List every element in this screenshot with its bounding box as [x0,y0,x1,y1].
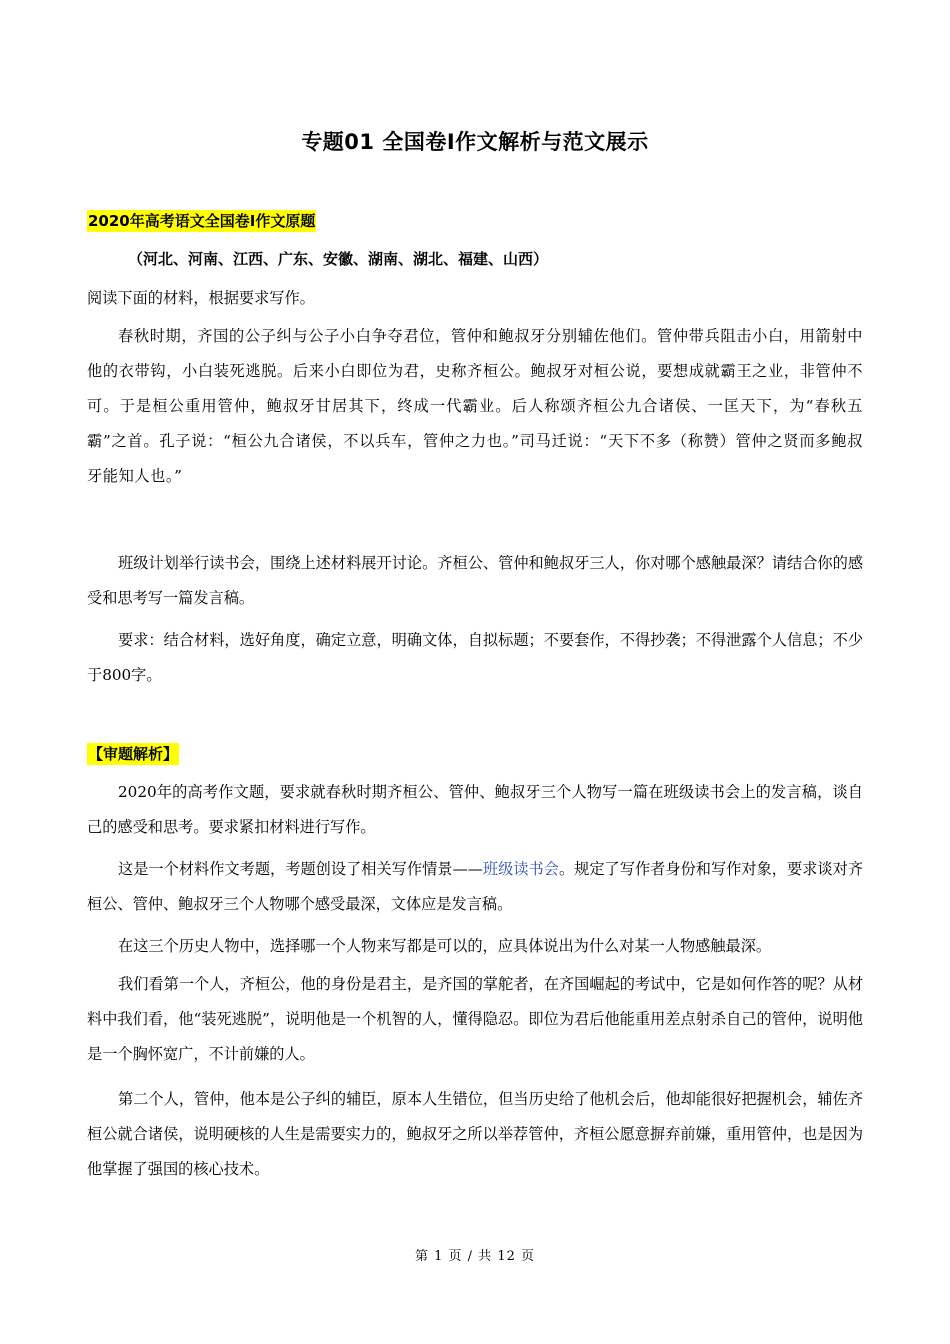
analysis-heading: 【审题解析】 [88,745,179,763]
provinces-list: （河北、河南、江西、广东、安徽、湖南、湖北、福建、山西） [128,250,549,268]
reading-club-link[interactable]: 班级读书会 [482,860,559,878]
analysis-paragraph-2-end: 。规定了写作者身份和写作对象，要求谈对齐桓公、管仲、鲍叔牙三个人物哪个感受最深，文体应是发言稿。 [87,860,864,913]
document-title: 专题01 全国卷Ⅰ作文解析与范文展示 [301,130,649,154]
analysis-paragraph-2-start: 这是一个材料作文考题，考题创设了相关写作情景—— [118,860,483,878]
analysis-paragraph-5: 第二个人，管仲，他本是公子纠的辅臣，原本人生错位，但当历史给了他机会后，他却能很好把握机会，辅佐齐桓公就合诸侯，说明硬核的人生是需要实力的，鲍叔牙之所以举荐管仲，齐桓公愿意摒弃前嫌，重用管仲，也是因为他掌握了强国的核心技术。 [87,1090,863,1178]
analysis-paragraph-4: 我们看第一个人，齐桓公，他的身份是君主，是齐国的掌舵者，在齐国崛起的考试中，它是如何作答的呢？从材料中我们看，他“装死逃脱”，说明他是一个机智的人，懂得隐忍。即位为君后他能重用差点射杀自己的管仲，说明他是一个胸怀宽广，不计前嫌的人。 [87,975,863,1063]
task-paragraph: 班级计划举行读书会，围绕上述材料展开讨论。齐桓公、管仲和鲍叔牙三人，你对哪个感触最深？请结合你的感受和思考写一篇发言稿。 [87,554,863,607]
requirements-paragraph: 要求：结合材料，选好角度，确定立意，明确文体，自拟标题；不要套作，不得抄袭；不得泄露个人信息；不少于800字。 [87,631,863,684]
analysis-paragraph-3: 在这三个历史人物中，选择哪一个人物来写都是可以的，应具体说出为什么对某一人物感触最深。 [118,937,772,955]
material-paragraph: 春秋时期，齐国的公子纠与公子小白争夺君位，管仲和鲍叔牙分别辅佐他们。管仲带兵阻击小白，用箭射中他的衣带钩，小白装死逃脱。后来小白即位为君，史称齐桓公。鲍叔牙对桓公说，要想成就霸王之业，非管仲不可。于是桓公重用管仲，鲍叔牙甘居其下，终成一代霸业。后人称颂齐桓公九合诸侯、一匡天下，为“春秋五霸”之首。孔子说：“桓公九合诸侯，不以兵车，管仲之力也。”司马迁说：“天下不多（称赞）管仲之贤而多鲍叔牙能知人也。” [87,327,863,485]
analysis-paragraph-1: 2020年的高考作文题，要求就春秋时期齐桓公、管仲、鲍叔牙三个人物写一篇在班级读书会上的发言稿，谈自己的感受和思考。要求紧扣材料进行写作。 [87,783,863,836]
instruction-text: 阅读下面的材料，根据要求写作。 [87,289,315,307]
page-number-footer: 第 1 页 / 共 12 页 [415,1249,535,1264]
original-question-heading: 2020年高考语文全国卷Ⅰ作文原题 [88,212,316,230]
analysis-paragraph-2 [87,852,863,922]
